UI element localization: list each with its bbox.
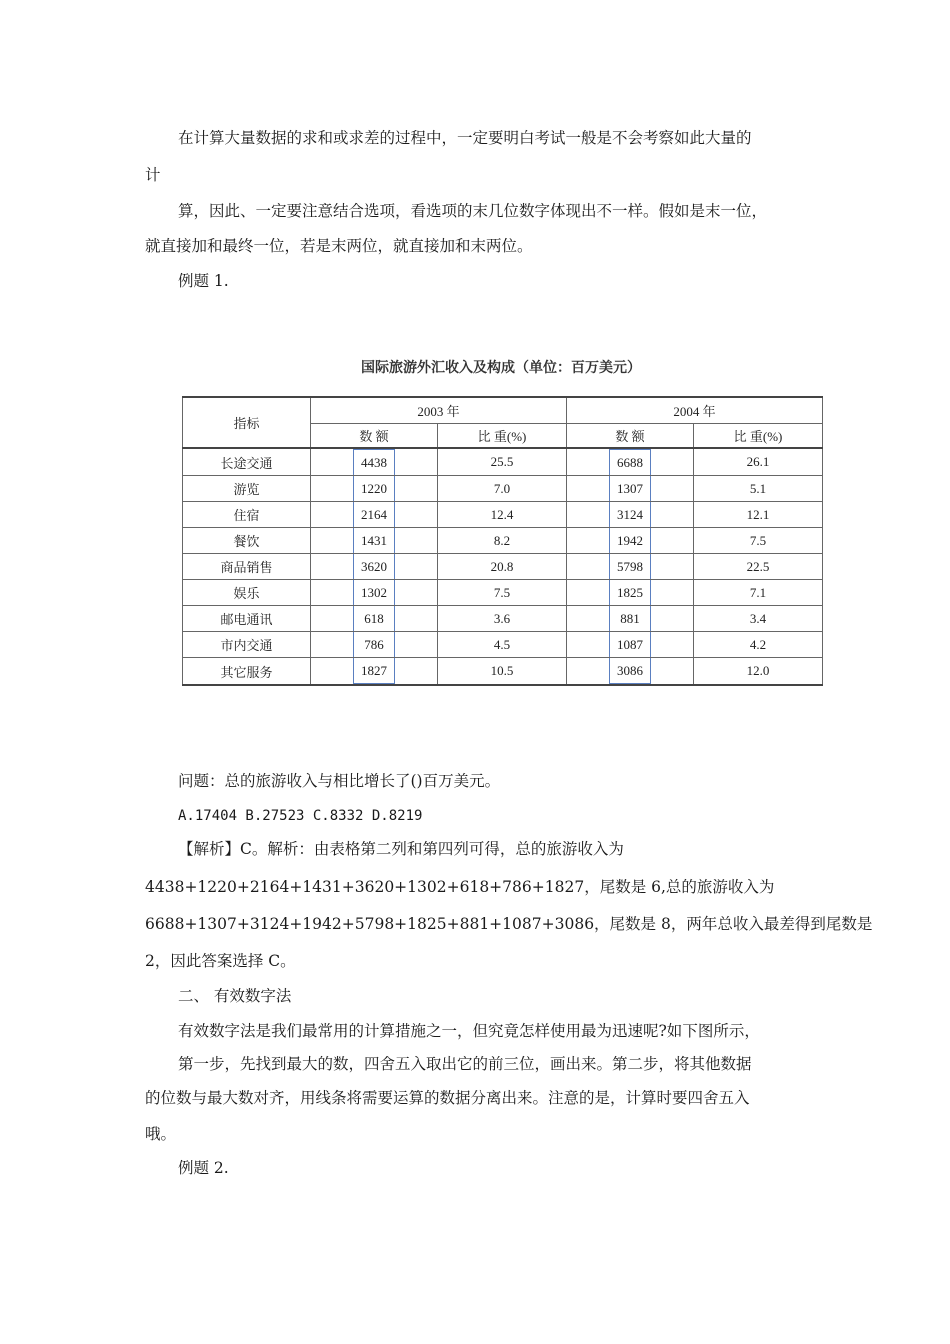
share-2004-cell-value: 12.1: [746, 506, 770, 522]
header-indicator: 指标: [183, 397, 311, 448]
header-amount-2004: 数 额: [567, 424, 694, 449]
amount-2004-cell: [567, 502, 694, 528]
amount-2003-cell-value: 4438: [353, 449, 395, 475]
share-2004-cell-value: 5.1: [749, 480, 767, 496]
share-2004-cell-value: 26.1: [746, 454, 770, 469]
table-row: [183, 554, 823, 580]
amount-2003-cell: [311, 476, 438, 502]
row-name-cell: [183, 476, 311, 502]
analysis-line: 6688+1307+3124+1942+5798+1825+881+1087+3086，尾数是 8，两年总收入最差得到尾数是: [145, 915, 873, 933]
share-2003-cell: [438, 554, 567, 580]
row-name-cell: [183, 580, 311, 606]
header-2003: 2003 年: [311, 397, 567, 424]
row-name-cell: [183, 448, 311, 476]
share-2003-cell-value: 8.2: [493, 532, 511, 548]
paragraph-line: 第一步，先找到最大的数，四舍五入取出它的前三位，画出来。第二步，将其他数据: [178, 1055, 752, 1073]
amount-2003-cell-value: 786: [353, 632, 395, 657]
table-row: [183, 658, 823, 686]
amount-2003-cell: [311, 658, 438, 686]
row-name-cell-value: 娱乐: [233, 586, 260, 601]
share-2003-cell-value: 7.5: [493, 584, 511, 600]
share-2004-cell: [694, 606, 823, 632]
row-name-cell-value: 市内交通: [220, 638, 273, 653]
share-2003-cell-value: 3.6: [493, 610, 511, 626]
amount-2003-cell-value: 3620: [353, 554, 395, 579]
paragraph-line: 在计算大量数据的求和或求差的过程中，一定要明白考试一般是不会考察如此大量的: [178, 129, 752, 147]
share-2004-cell-value: 22.5: [746, 558, 770, 574]
amount-2004-cell: [567, 528, 694, 554]
paragraph-line: 哦。: [145, 1125, 177, 1143]
share-2003-cell: [438, 606, 567, 632]
table-row: [183, 580, 823, 606]
share-2003-cell: [438, 502, 567, 528]
table-row: [183, 502, 823, 528]
header-share-2004: 比 重(%): [694, 424, 823, 449]
row-name-cell: [183, 502, 311, 528]
amount-2004-cell-value: 881: [609, 606, 651, 631]
share-2004-cell: [694, 554, 823, 580]
amount-2003-cell-value: 1220: [353, 476, 395, 501]
share-2004-cell-value: 12.0: [746, 663, 770, 678]
row-name-cell-value: 邮电通讯: [220, 612, 273, 627]
amount-2004-cell: [567, 658, 694, 686]
row-name-cell-value: 长途交通: [220, 455, 273, 471]
share-2003-cell: [438, 528, 567, 554]
amount-2003-cell: [311, 632, 438, 658]
share-2004-cell: [694, 502, 823, 528]
table-row: [183, 528, 823, 554]
share-2003-cell-value: 20.8: [490, 558, 514, 574]
paragraph-line: 计: [145, 166, 161, 184]
share-2004-cell: [694, 658, 823, 686]
share-2003-cell-value: 7.0: [493, 480, 511, 496]
amount-2004-cell-value: 3086: [609, 658, 651, 684]
amount-2004-cell-value: 1825: [609, 580, 651, 605]
amount-2003-cell-value: 618: [353, 606, 395, 631]
data-table: [182, 396, 823, 686]
analysis-line: 【解析】C。解析：由表格第二列和第四列可得，总的旅游收入为: [178, 840, 624, 858]
header-share-2003: 比 重(%): [438, 424, 567, 449]
share-2003-cell: [438, 658, 567, 686]
amount-2003-cell: [311, 502, 438, 528]
share-2004-cell-value: 4.2: [749, 636, 767, 652]
share-2004-cell: [694, 476, 823, 502]
amount-2003-cell: [311, 580, 438, 606]
amount-2004-cell-value: 5798: [609, 554, 651, 579]
share-2003-cell: [438, 632, 567, 658]
example-label: 例题 1.: [178, 272, 229, 290]
section-heading: 二、 有效数字法: [178, 987, 292, 1005]
amount-2004-cell-value: 3124: [609, 502, 651, 527]
share-2004-cell-value: 3.4: [749, 610, 767, 626]
analysis-line: 4438+1220+2164+1431+3620+1302+618+786+1827，尾数是 6,总的旅游收入为: [145, 878, 775, 896]
row-name-cell-value: 其它服务: [220, 664, 273, 680]
row-name-cell-value: 商品销售: [220, 560, 273, 575]
amount-2004-cell: [567, 606, 694, 632]
amount-2004-cell: [567, 580, 694, 606]
amount-2004-cell: [567, 554, 694, 580]
row-name-cell-value: 餐饮: [233, 534, 260, 549]
share-2004-cell-value: 7.5: [749, 532, 767, 548]
share-2003-cell: [438, 476, 567, 502]
table-row: [183, 632, 823, 658]
row-name-cell: [183, 528, 311, 554]
table-row: [183, 448, 823, 476]
amount-2004-cell-value: 1307: [609, 476, 651, 501]
question-text: 问题：总的旅游收入与相比增长了()百万美元。: [178, 772, 501, 790]
analysis-line: 2，因此答案选择 C。: [145, 952, 296, 970]
example-label: 例题 2.: [178, 1159, 229, 1177]
amount-2003-cell: [311, 554, 438, 580]
share-2004-cell: [694, 448, 823, 476]
amount-2003-cell-value: 1302: [353, 580, 395, 605]
amount-2004-cell-value: 6688: [609, 449, 651, 475]
amount-2003-cell: [311, 606, 438, 632]
row-name-cell: [183, 606, 311, 632]
paragraph-line: 的位数与最大数对齐，用线条将需要运算的数据分离出来。注意的是，计算时要四舍五入: [145, 1089, 750, 1107]
paragraph-line: 有效数字法是我们最常用的计算措施之一，但究竟怎样使用最为迅速呢?如下图所示，: [178, 1022, 760, 1040]
share-2004-cell-value: 7.1: [749, 584, 767, 600]
amount-2004-cell: [567, 476, 694, 502]
header-amount-2003: 数 额: [311, 424, 438, 449]
share-2004-cell: [694, 528, 823, 554]
row-name-cell: [183, 658, 311, 686]
share-2003-cell: [438, 448, 567, 476]
table-row: [183, 476, 823, 502]
share-2004-cell: [694, 580, 823, 606]
row-name-cell: [183, 632, 311, 658]
row-name-cell: [183, 554, 311, 580]
table-title: 国际旅游外汇收入及构成（单位：百万美元）: [361, 360, 641, 376]
row-name-cell-value: 住宿: [233, 508, 260, 523]
share-2003-cell-value: 25.5: [490, 454, 514, 469]
amount-2003-cell-value: 2164: [353, 502, 395, 527]
share-2003-cell-value: 12.4: [490, 506, 514, 522]
amount-2003-cell: [311, 448, 438, 476]
amount-2004-cell-value: 1087: [609, 632, 651, 657]
share-2003-cell-value: 4.5: [493, 636, 511, 652]
amount-2004-cell: [567, 448, 694, 476]
options-text: A.17404 B.27523 C.8332 D.8219: [178, 808, 423, 824]
amount-2003-cell-value: 1827: [353, 658, 395, 684]
share-2003-cell-value: 10.5: [490, 663, 514, 678]
amount-2004-cell: [567, 632, 694, 658]
amount-2003-cell-value: 1431: [353, 528, 395, 553]
header-2004: 2004 年: [567, 397, 823, 424]
share-2003-cell: [438, 580, 567, 606]
share-2004-cell: [694, 632, 823, 658]
paragraph-line: 就直接加和最终一位，若是末两位，就直接加和末两位。: [145, 237, 533, 255]
amount-2003-cell: [311, 528, 438, 554]
row-name-cell-value: 游览: [233, 482, 260, 497]
paragraph-line: 算，因此、一定要注意结合选项，看选项的末几位数字体现出不一样。假如是末一位，: [178, 202, 768, 220]
table-row: [183, 606, 823, 632]
amount-2004-cell-value: 1942: [609, 528, 651, 553]
